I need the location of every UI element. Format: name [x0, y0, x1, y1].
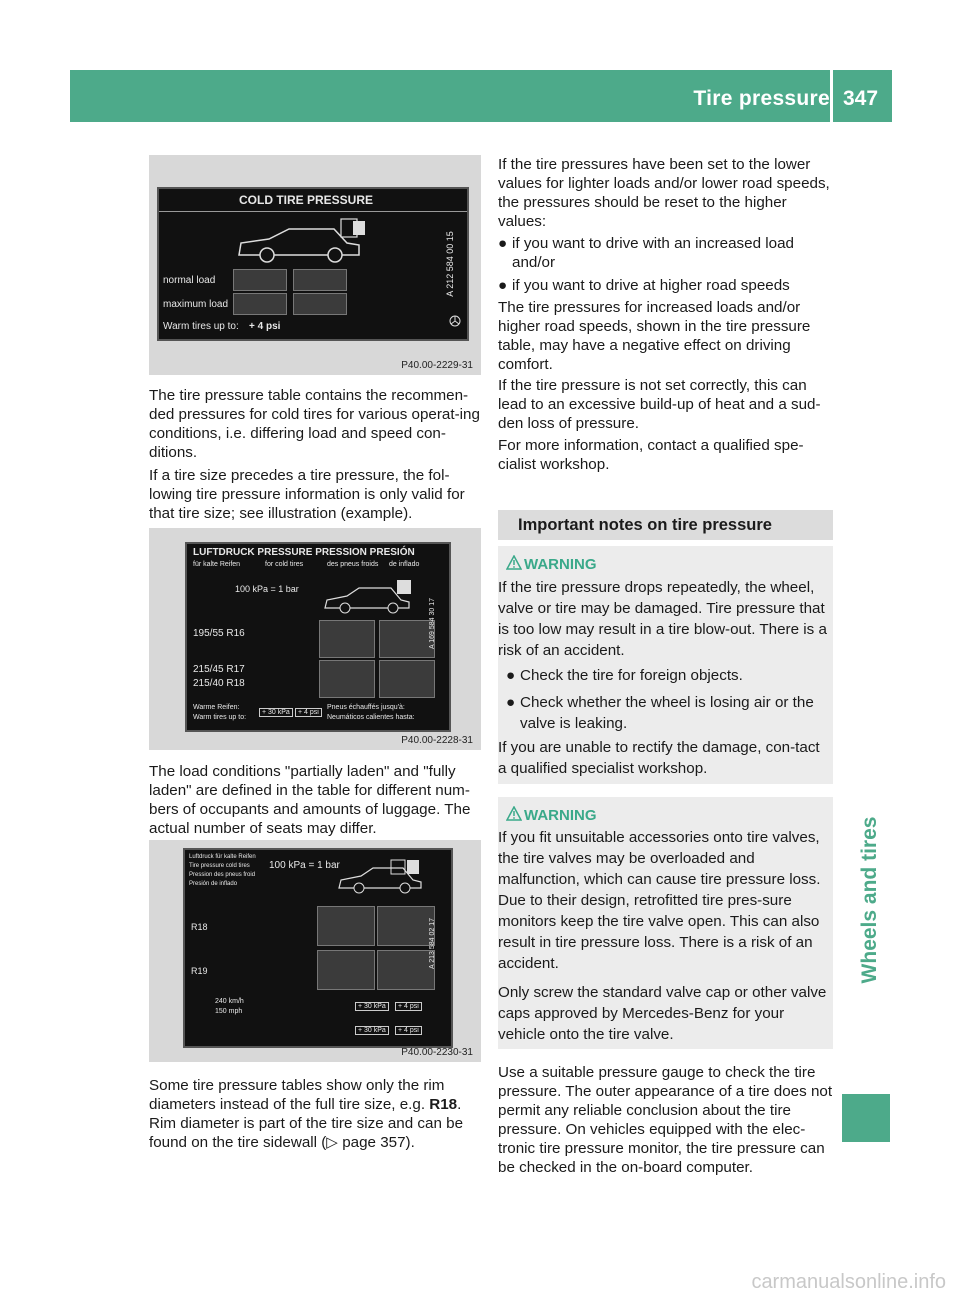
warm-kpa: + 30 kPa — [355, 1002, 389, 1011]
warning-box — [498, 546, 833, 784]
pressure-cell — [377, 950, 435, 990]
warning-text: If the tire pressure drops repeatedly, the wheel, valve or tire may be damaged. Tire pressure that is too low may result in a tire blow-out. There is a risk of an accident. — [498, 579, 827, 659]
speed-kmh: 240 km/h — [215, 998, 244, 1005]
bullet-text: Check whether the wheel is losing air or the valve is leaking. — [520, 694, 814, 732]
panel-divider — [159, 211, 467, 212]
pressure-cell — [293, 269, 347, 291]
rim-row: R18 — [191, 922, 208, 932]
paragraph: The tire pressure table contains the recommen-ded pressures for cold tires for various operat-ing conditions, i.e. differing load and speed con-ditions. — [149, 387, 480, 461]
bullet-icon: ● — [498, 277, 508, 294]
rim-row: R19 — [191, 966, 208, 976]
kpa-conversion: 100 kPa = 1 bar — [235, 584, 299, 594]
pressure-cell — [233, 269, 287, 291]
bullet-icon: ● — [498, 235, 508, 252]
warm-psi: + 4 psi — [395, 1002, 422, 1011]
warning-title: WARNING — [524, 556, 597, 573]
figure-luftdruck-table — [149, 528, 481, 750]
part-number: A 213 584 02 17 — [429, 918, 436, 969]
warm-kpa: + 30 kPa — [355, 1026, 389, 1035]
panel-title: COLD TIRE PRESSURE — [239, 193, 374, 207]
tire-size-row: 215/45 R17 — [193, 664, 245, 675]
paragraph: Use a suitable pressure gauge to check the tire pressure. The outer appearance of a tire does not permit any reliable conclusion about the tire pressure. On vehicles equipped with the elec-tronic tire pressure monitor, the tire pressure can be checked in the on-board computer. — [498, 1064, 833, 1176]
section-heading-text: Important notes on tire pressure — [518, 516, 772, 534]
pressure-cell — [377, 906, 435, 946]
speed-mph: 150 mph — [215, 1008, 243, 1015]
rim-example: R18 — [429, 1096, 458, 1113]
warning-title: WARNING — [524, 807, 597, 824]
page-number: 347 — [843, 87, 879, 110]
subtitle-en: Tire pressure cold tires — [189, 863, 250, 869]
pressure-cell — [379, 620, 435, 658]
bullet-item — [506, 692, 832, 734]
header-separator — [830, 70, 833, 122]
text-run: . Rim diameter is part of the tire size and can be found on the tire sidewall ( — [149, 1096, 464, 1151]
pressure-cell — [319, 620, 375, 658]
bullet-item — [498, 276, 834, 295]
mercedes-star-icon — [449, 315, 461, 327]
subtitle-en: for cold tires — [265, 561, 304, 568]
chapter-tab-label: Wheels and tires — [858, 816, 881, 984]
kpa-conversion: 100 kPa = 1 bar — [269, 860, 340, 871]
figure-cold-tire-pressure — [149, 155, 481, 375]
subtitle-es: de inflado — [389, 561, 420, 568]
warning-triangle-icon — [506, 555, 522, 570]
bullet-text: Check the tire for foreign objects. — [520, 667, 743, 684]
bullet-item — [506, 665, 828, 686]
bullet-icon: ● — [506, 694, 516, 711]
warm-tires-value: + 4 psi — [249, 321, 281, 332]
tire-pressure-label-panel — [183, 848, 453, 1048]
warning-text: If you fit unsuitable accessories onto tire valves, the tire valves may be overloaded and malfunction, which can cause tire pressure loss. Due to their design, retrofitted tire pres-sure monitors keep the tire valve open. This can also result in tire pressure loss. There is a risk of an accident. — [498, 829, 821, 972]
tire-pressure-label-panel — [185, 542, 451, 732]
warning-text: Only screw the standard valve cap or other valve caps approved by Mercedes-Benz for your vehicle onto the tire valve. — [498, 984, 827, 1043]
page-ref-arrow-icon: ▷ — [326, 1134, 338, 1151]
page-reference-link[interactable]: page 357). — [337, 1134, 415, 1151]
bullet-item — [498, 234, 834, 272]
warning-box — [498, 797, 833, 1049]
subtitle-de: für kalte Reifen — [193, 561, 241, 568]
tire-size-row: 215/40 R18 — [193, 678, 245, 689]
paragraph: The load conditions "partially laden" and "fully laden" are defined in the table for different num-bers of occupants and amounts of luggage. The actual number of seats may differ. — [149, 763, 471, 837]
figure-code: P40.00-2228-31 — [401, 735, 473, 746]
paragraph: The tire pressures for increased loads and/or higher road speeds, shown in the tire pressure table, may have a negative effect on driving comfort. — [498, 299, 811, 373]
paragraph-rim-diameter — [149, 1076, 481, 1152]
warning-text: If you are unable to rectify the damage, con-tact a qualified specialist workshop. — [498, 739, 820, 777]
text-run: Some tire pressure tables show only the rim diameters instead of the full tire size, e.g. — [149, 1077, 445, 1113]
tire-size-row: 195/55 R16 — [193, 628, 245, 639]
pressure-cell — [293, 293, 347, 315]
section-heading — [498, 510, 833, 540]
pressure-cell — [317, 950, 375, 990]
chapter-marker — [842, 1094, 890, 1142]
chapter-tab — [842, 800, 898, 1000]
warm-tires-de: Warme Reifen: — [193, 704, 240, 711]
figure-rim-diameter-table — [149, 840, 481, 1062]
figure-code: P40.00-2230-31 — [401, 1047, 473, 1058]
paragraph: If the tire pressure is not set correctly, this can lead to an excessive build-up of heat and a sud-den loss of pressure. — [498, 377, 821, 432]
car-icon — [229, 217, 369, 267]
warm-psi: + 4 psi — [395, 1026, 422, 1035]
warm-kpa: + 30 kPa — [259, 708, 293, 717]
subtitle-fr: des pneus froids — [327, 561, 379, 568]
section-title: Tire pressure — [693, 87, 830, 110]
pressure-cell — [319, 660, 375, 698]
tire-pressure-label-panel — [157, 187, 469, 341]
warm-tires-en: Warm tires up to: — [193, 714, 247, 721]
subtitle-fr: Pression des pneus froid — [189, 872, 256, 878]
warm-tires-es: Neumáticos calientes hasta: — [327, 714, 415, 721]
warm-psi: + 4 psi — [295, 708, 322, 717]
pressure-cell — [317, 906, 375, 946]
car-icon — [319, 578, 415, 618]
part-number: A 212 584 00 15 — [444, 231, 455, 297]
row-label-maximum-load: maximum load — [163, 299, 229, 310]
pressure-cell — [233, 293, 287, 315]
subtitle-de: Luftdruck für kalte Reifen — [189, 854, 256, 860]
figure-code: P40.00-2229-31 — [401, 360, 473, 371]
warm-tires-fr: Pneus échauffés jusqu'à: — [327, 704, 405, 711]
bullet-icon: ● — [506, 667, 516, 684]
pressure-cell — [379, 660, 435, 698]
car-icon — [333, 858, 425, 898]
bullet-text: if you want to drive with an increased load and/or — [512, 235, 794, 271]
panel-title: LUFTDRUCK PRESSURE PRESSION PRESIÓN — [193, 547, 415, 558]
warning-triangle-icon — [506, 806, 522, 821]
warm-tires-label: Warm tires up to: — [163, 321, 239, 332]
paragraph: If the tire pressures have been set to the lower values for lighter loads and/or lower road speeds, the pressures should be reset to the higher values: — [498, 156, 830, 230]
bullet-text: if you want to drive at higher road speeds — [512, 277, 790, 294]
row-label-normal-load: normal load — [163, 275, 216, 286]
paragraph: For more information, contact a qualified spe-cialist workshop. — [498, 437, 804, 473]
subtitle-es: Presión de inflado — [189, 881, 238, 887]
watermark: carmanualsonline.info — [751, 1271, 946, 1293]
paragraph: If a tire size precedes a tire pressure, the fol-lowing tire pressure information is only valid for that tire size; see illustration (example). — [149, 467, 465, 522]
part-number: A 169 584 30 17 — [429, 598, 436, 649]
